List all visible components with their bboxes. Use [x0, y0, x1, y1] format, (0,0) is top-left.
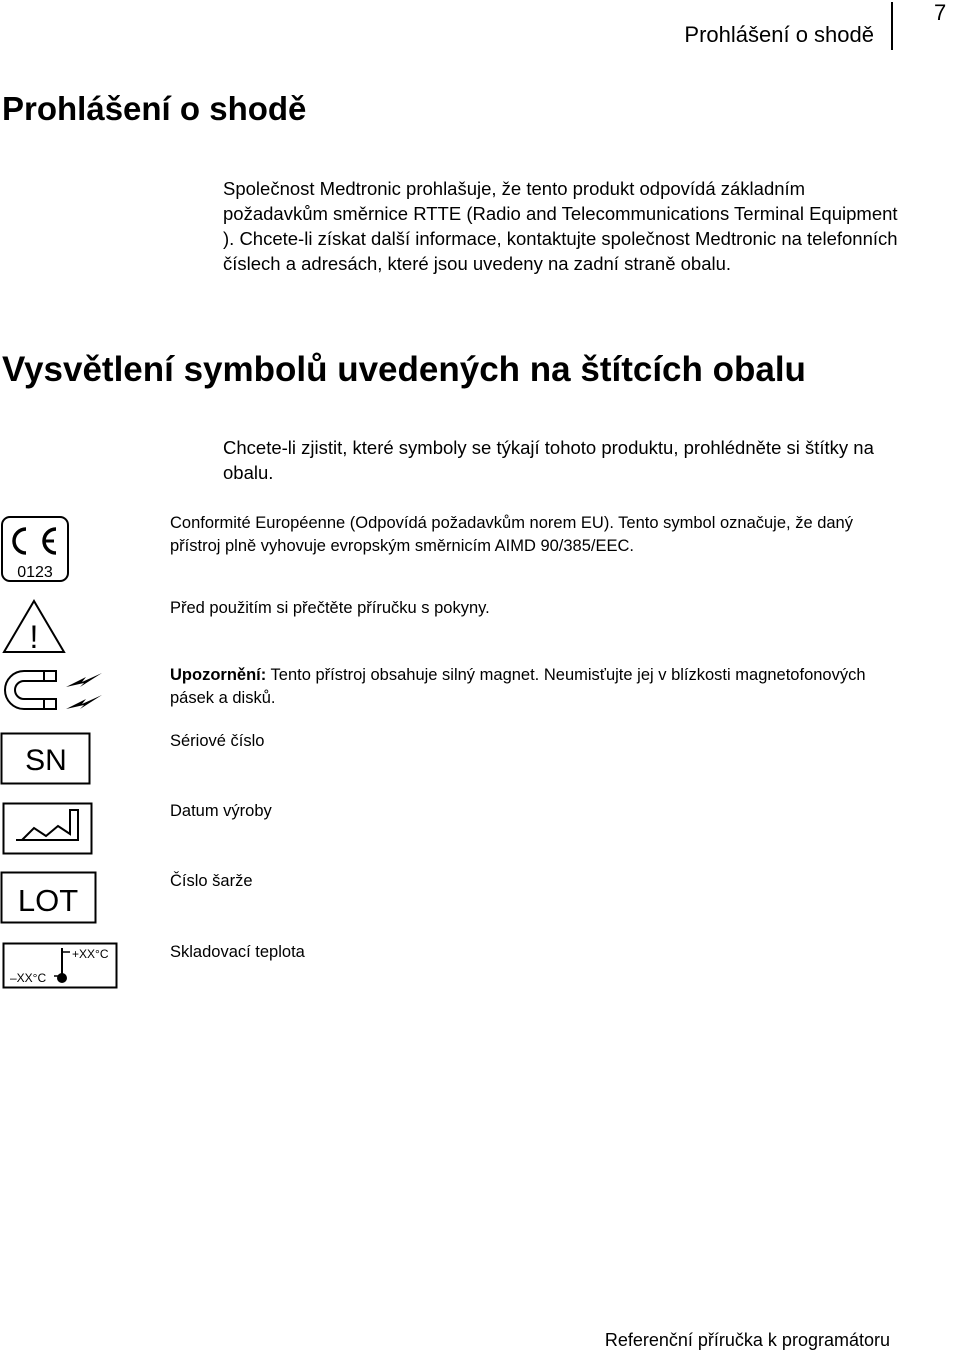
magnet-warning-text: Tento přístroj obsahuje silný magnet. Neumisťujte jej v blízkosti magnetofonových pásek a disků.: [170, 666, 866, 707]
storage-temperature-icon: [2, 942, 120, 990]
warning-description: Před použitím si přečtěte příručku s pokyny.: [170, 599, 490, 617]
warning-triangle-icon: [2, 598, 66, 654]
temperature-low-label: –XX°C: [10, 971, 47, 985]
lot-label: LOT: [17, 883, 79, 918]
manufacture-date-icon: [2, 802, 94, 856]
serial-number-description: Sériové číslo: [170, 732, 265, 750]
magnet-description: [170, 664, 890, 710]
serial-number-icon: [0, 732, 92, 786]
warning-mark: !: [29, 619, 39, 654]
magnet-warning-lead: Upozornění:: [170, 666, 267, 684]
page-number: 7: [934, 0, 947, 25]
storage-temperature-description: Skladovací teplota: [170, 943, 305, 961]
manufacture-date-description: Datum výroby: [170, 802, 272, 820]
header-divider: [891, 2, 893, 50]
declaration-paragraph: Společnost Medtronic prohlašuje, že tento produkt odpovídá základním požadavkům směrnice RTTE (Radio and Telecommunications Terminal Equipment ). Chcete-li získat další informace, kontaktujte společnost Medtronic na telefonních číslech a adresách, které jsou uvedeny na zadní straně obalu.: [223, 178, 898, 274]
ce-mark-number: 0123: [17, 564, 53, 581]
symbols-intro-paragraph: Chcete-li zjistit, které symboly se týkají tohoto produktu, prohlédněte si štítky na obalu.: [223, 437, 874, 483]
ce-mark-description: Conformité Européenne (Odpovídá požadavkům norem EU). Tento symbol označuje, že daný přístroj plně vyhovuje evropským směrnicím AIMD 90/385/EEC.: [170, 514, 853, 555]
magnet-icon: [0, 665, 110, 715]
lot-number-description: Číslo šarže: [170, 872, 253, 890]
running-header-title: Prohlášení o shodě: [684, 22, 874, 47]
temperature-high-label: +XX°C: [72, 947, 109, 961]
section-title-symbols: Vysvětlení symbolů uvedených na štítcích obalu: [2, 350, 806, 389]
section-title-declaration: Prohlášení o shodě: [2, 90, 307, 127]
page-footer: Referenční příručka k programátoru: [604, 1330, 890, 1350]
serial-number-label: SN: [25, 744, 67, 777]
ce-mark-icon: [0, 515, 70, 583]
lot-number-icon: [0, 871, 100, 925]
